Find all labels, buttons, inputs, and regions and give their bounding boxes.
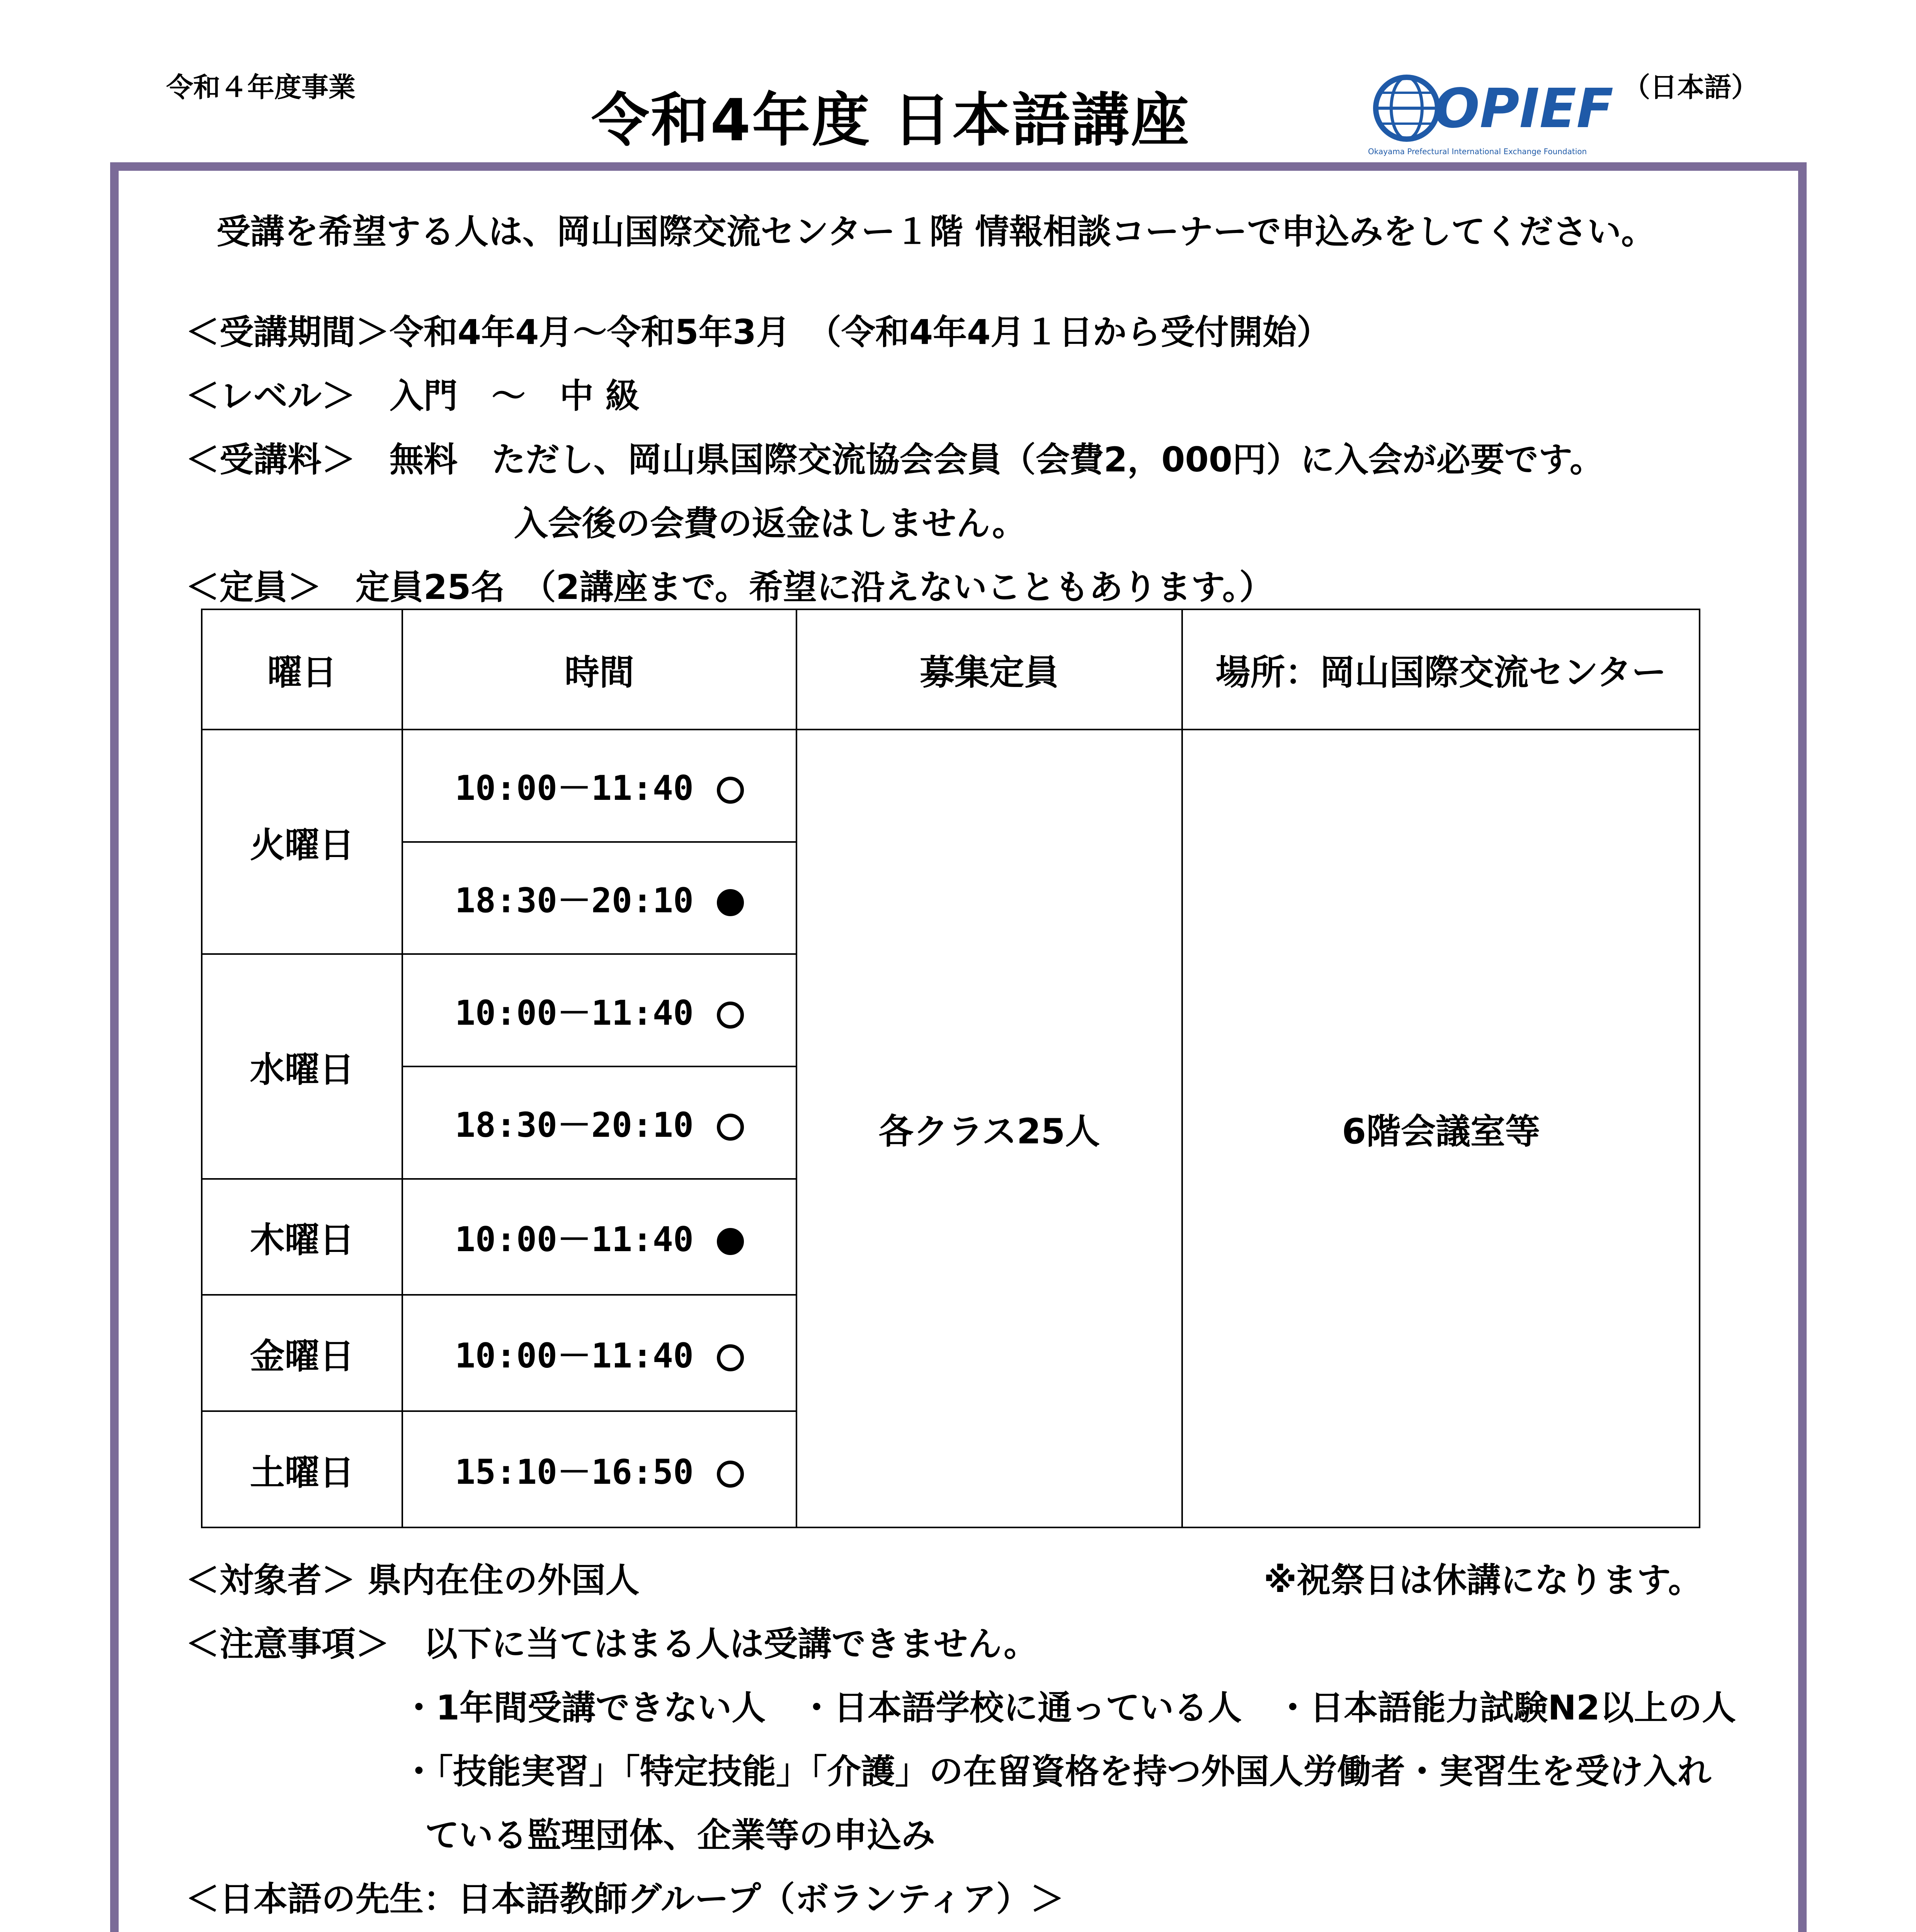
room-cell: 6階会議室等 (1182, 730, 1700, 1527)
notes-item-3: ている監理団体、企業等の申込み (425, 1815, 936, 1855)
intro-text: 受講を希望する人は、岡山国際交流センター１階 情報相談コーナーで申込みをしてください。 (216, 212, 1656, 252)
day-thursday: 木曜日 (202, 1179, 402, 1295)
ojc-open-circle-icon (717, 777, 744, 804)
time-text: 18:30－20:10 (455, 1105, 694, 1145)
header-day: 曜日 (202, 609, 402, 730)
notes-heading: ＜注意事項＞ 以下に当てはまる人は受講できません。 (185, 1624, 1038, 1664)
time-cell (402, 954, 796, 1066)
schedule-table (201, 609, 1700, 1528)
time-text: 10:00－11:40 (455, 768, 694, 808)
logo-name: OPIEF (1434, 77, 1613, 140)
capacity-cell: 各クラス25人 (796, 730, 1183, 1527)
fee-line: ＜受講料＞ 無料 ただし、岡山県国際交流協会会員（会費2，000円）に入会が必要です。 (185, 440, 1604, 480)
notes-item-1: ・1年間受講できない人 ・日本語学校に通っている人 ・日本語能力試験N2以上の人 (402, 1688, 1736, 1728)
fiscal-year-label: 令和４年度事業 (166, 71, 356, 103)
time-cell (402, 1066, 796, 1179)
time-cell (402, 730, 796, 842)
ojc-open-circle-icon (717, 1114, 744, 1141)
holiday-note: ※祝祭日は休講になります。 (1264, 1560, 1702, 1600)
day-friday: 金曜日 (202, 1295, 402, 1411)
onn-filled-circle-icon (717, 889, 744, 916)
time-text: 10:00－11:40 (455, 1335, 694, 1376)
day-tuesday: 火曜日 (202, 730, 402, 954)
target-line: ＜対象者＞ 県内在住の外国人 (185, 1560, 640, 1600)
capacity-line: ＜定員＞ 定員25名 （2講座まで。希望に沿えないこともあります。） (185, 567, 1273, 607)
onn-filled-circle-icon (717, 1228, 744, 1255)
header-location: 場所：岡山国際交流センター (1182, 609, 1700, 730)
table-row (202, 730, 1700, 842)
time-cell (402, 1295, 796, 1411)
day-saturday: 土曜日 (202, 1411, 402, 1527)
logo-subtitle: Okayama Prefectural International Exchange Foundation (1368, 147, 1587, 156)
time-cell (402, 1411, 796, 1527)
ojc-open-circle-icon (717, 1002, 744, 1029)
time-cell (402, 842, 796, 954)
time-text: 10:00－11:40 (455, 993, 694, 1033)
table-header-row (202, 609, 1700, 730)
header-capacity: 募集定員 (796, 609, 1183, 730)
level-line: ＜レベル＞ 入門 ～ 中 級 (185, 376, 640, 416)
time-text: 15:10－16:50 (455, 1452, 694, 1492)
time-text: 18:30－20:10 (455, 880, 694, 920)
header-time: 時間 (402, 609, 796, 730)
page-title: 令和4年度 日本語講座 (591, 87, 1191, 154)
time-cell (402, 1179, 796, 1295)
day-wednesday: 水曜日 (202, 954, 402, 1179)
language-label: （日本語） (1623, 71, 1758, 103)
time-text: 10:00－11:40 (455, 1219, 694, 1260)
fee-note: 入会後の会費の返金はしません。 (514, 503, 1026, 543)
opief-logo (1368, 70, 1613, 158)
notes-item-2: ・「技能実習」「特定技能」「介護」の在留資格を持つ外国人労働者・実習生を受け入れ (402, 1752, 1712, 1791)
period-line: ＜受講期間＞令和4年4月～令和5年3月 （令和4年4月１日から受付開始） (185, 312, 1331, 352)
teachers-heading: ＜日本語の先生：日本語教師グループ（ボランティア）＞ (185, 1879, 1064, 1919)
ojc-open-circle-icon (717, 1461, 744, 1488)
ojc-open-circle-icon (717, 1344, 744, 1371)
